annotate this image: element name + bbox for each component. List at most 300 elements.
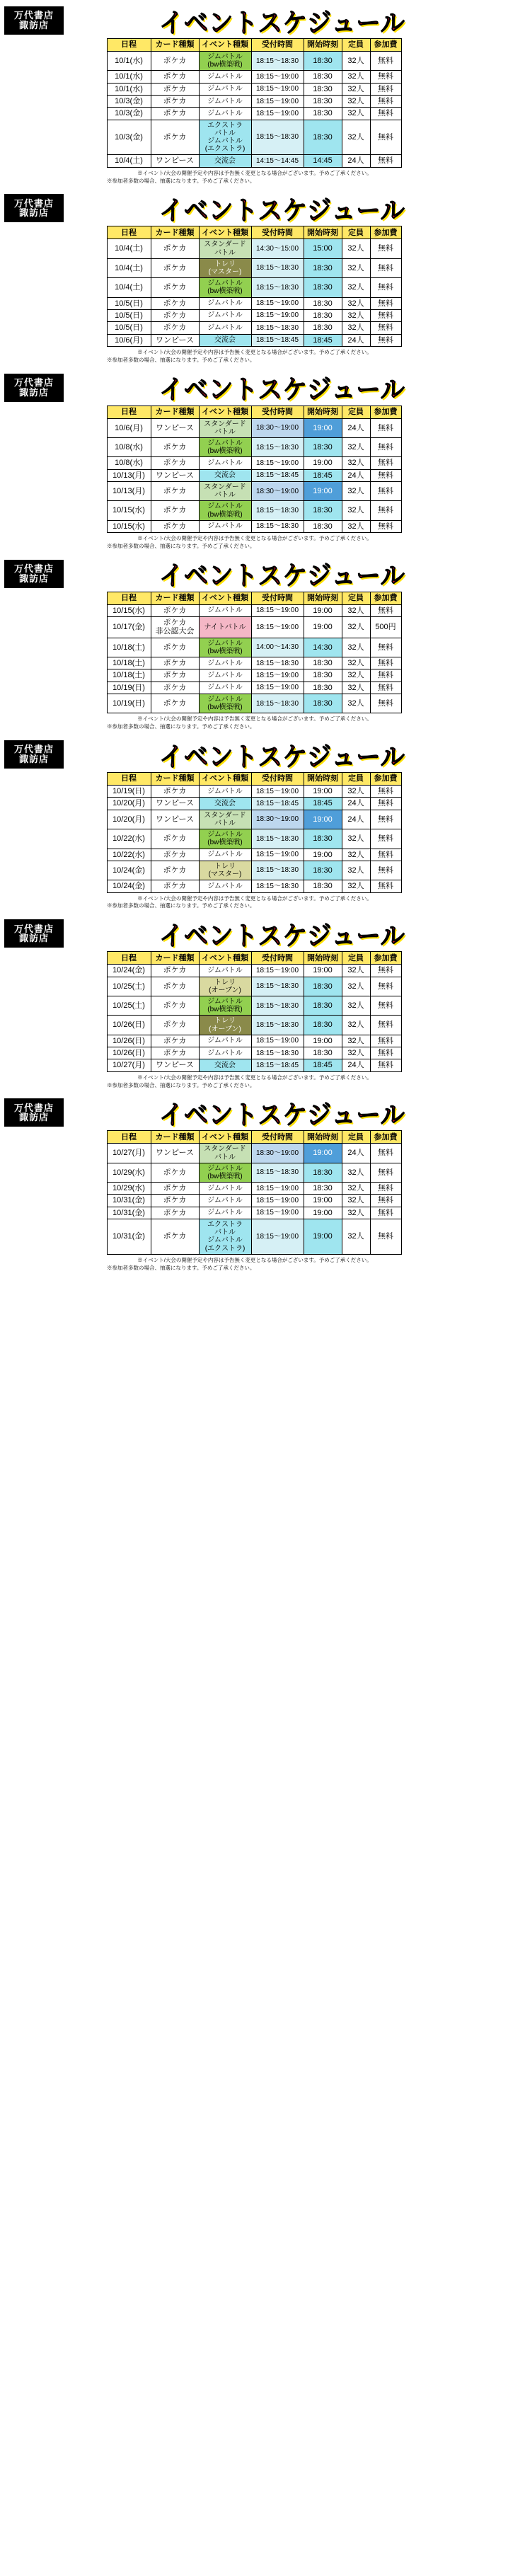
cell-date: 10/5(日)	[107, 297, 151, 309]
cell-reception-time: 18:15～18:30	[251, 501, 304, 520]
cell-date: 10/15(水)	[107, 501, 151, 520]
column-header: 日程	[107, 592, 151, 604]
column-header: 開始時刻	[304, 952, 342, 965]
table-row	[107, 880, 401, 892]
cell-fee: 無料	[370, 418, 401, 437]
cell-event-type: ジムバトル (bw横築戦)	[199, 1163, 251, 1182]
cell-fee: 無料	[370, 829, 401, 849]
cell-card-type: ポケカ	[151, 1016, 199, 1035]
table-row	[107, 309, 401, 321]
cell-event-type: ジムバトル (bw横築戦)	[199, 437, 251, 456]
cell-capacity: 32人	[342, 52, 370, 71]
cell-card-type: ポケカ	[151, 258, 199, 277]
cell-reception-time: 18:15～18:30	[251, 120, 304, 155]
store-logo	[4, 919, 64, 948]
cell-card-type: ポケカ	[151, 501, 199, 520]
cell-card-type: ポケカ	[151, 239, 199, 258]
column-header: カード種類	[151, 226, 199, 239]
column-header: 定員	[342, 226, 370, 239]
cell-start-time: 15:00	[304, 239, 342, 258]
cell-reception-time: 18:15～19:00	[251, 682, 304, 694]
cell-start-time: 18:30	[304, 694, 342, 713]
store-name-line2: 諏訪店	[18, 20, 49, 30]
table-row	[107, 657, 401, 669]
cell-fee: 無料	[370, 849, 401, 861]
block-header	[0, 917, 508, 950]
cell-card-type: ポケカ	[151, 278, 199, 297]
cell-event-type: ジムバトル	[199, 1207, 251, 1219]
schedule-table	[107, 592, 402, 714]
cell-event-type: エクストラ バトル ジムバトル (エクストラ)	[199, 120, 251, 155]
table-row	[107, 810, 401, 829]
schedule-blocks	[0, 0, 508, 1275]
table-row	[107, 1047, 401, 1059]
cell-capacity: 32人	[342, 108, 370, 120]
cell-date: 10/18(土)	[107, 657, 151, 669]
cell-start-time: 18:30	[304, 682, 342, 694]
cell-reception-time: 18:15～19:00	[251, 604, 304, 616]
cell-fee: 無料	[370, 52, 401, 71]
store-name-line1: 万代書店	[13, 744, 54, 755]
cell-date: 10/13(月)	[107, 481, 151, 500]
note-change: ※イベント/大会の開催予定や内容は予告無く変更となる場合がございます。予めご了承ください。	[137, 348, 372, 355]
cell-date: 10/5(日)	[107, 322, 151, 334]
cell-card-type: ポケカ	[151, 965, 199, 977]
table-header-row	[107, 952, 401, 965]
cell-reception-time: 18:15～19:00	[251, 1207, 304, 1219]
table-row	[107, 786, 401, 798]
cell-event-type: 交流会	[199, 334, 251, 346]
cell-fee: 無料	[370, 1016, 401, 1035]
cell-start-time: 19:00	[304, 810, 342, 829]
schedule-table	[107, 38, 402, 168]
column-header: 日程	[107, 406, 151, 418]
cell-fee: 無料	[370, 682, 401, 694]
column-header: 参加費	[370, 39, 401, 52]
schedule-table	[107, 772, 402, 892]
notes	[105, 1257, 403, 1272]
cell-capacity: 24人	[342, 1144, 370, 1163]
cell-card-type: ポケカ	[151, 1207, 199, 1219]
column-header: 参加費	[370, 226, 401, 239]
cell-start-time: 18:45	[304, 334, 342, 346]
cell-card-type: ワンピース	[151, 155, 199, 167]
cell-start-time: 19:00	[304, 604, 342, 616]
store-name-line2: 諏訪店	[18, 573, 49, 584]
table-row	[107, 1219, 401, 1255]
cell-card-type: ポケカ	[151, 682, 199, 694]
table-row	[107, 617, 401, 638]
column-header: カード種類	[151, 406, 199, 418]
cell-reception-time: 18:15～19:00	[251, 71, 304, 83]
cell-fee: 無料	[370, 965, 401, 977]
cell-card-type: ポケカ	[151, 657, 199, 669]
note-change: ※イベント/大会の開催予定や内容は予告無く変更となる場合がございます。予めご了承ください。	[137, 715, 372, 723]
cell-fee: 無料	[370, 604, 401, 616]
title-wrap	[64, 916, 508, 951]
cell-start-time: 19:00	[304, 1144, 342, 1163]
page-title: イベントスケジュール	[159, 1100, 405, 1131]
cell-capacity: 32人	[342, 849, 370, 861]
cell-fee: 無料	[370, 297, 401, 309]
cell-fee: 無料	[370, 786, 401, 798]
cell-card-type: ポケカ	[151, 996, 199, 1015]
column-header: 参加費	[370, 773, 401, 786]
cell-fee: 無料	[370, 322, 401, 334]
table-header-row	[107, 1131, 401, 1144]
column-header: 日程	[107, 39, 151, 52]
store-name-line1: 万代書店	[13, 197, 54, 209]
store-logo	[4, 560, 64, 588]
cell-event-type: ジムバトル	[199, 1195, 251, 1207]
notes	[105, 349, 403, 364]
cell-start-time: 18:30	[304, 297, 342, 309]
cell-event-type: 交流会	[199, 798, 251, 810]
table-row	[107, 694, 401, 713]
cell-fee: 無料	[370, 1047, 401, 1059]
cell-fee: 無料	[370, 977, 401, 996]
column-header: 開始時刻	[304, 39, 342, 52]
cell-date: 10/24(金)	[107, 861, 151, 880]
cell-capacity: 32人	[342, 309, 370, 321]
note-change: ※イベント/大会の開催予定や内容は予告無く変更となる場合がございます。予めご了承ください。	[137, 1256, 372, 1263]
cell-capacity: 32人	[342, 322, 370, 334]
cell-reception-time: 18:15～18:30	[251, 694, 304, 713]
cell-date: 10/6(月)	[107, 418, 151, 437]
cell-event-type: ジムバトル	[199, 669, 251, 682]
column-header: 定員	[342, 1131, 370, 1144]
cell-capacity: 32人	[342, 278, 370, 297]
cell-capacity: 32人	[342, 880, 370, 892]
cell-fee: 無料	[370, 1163, 401, 1182]
cell-fee: 無料	[370, 520, 401, 532]
column-header: 参加費	[370, 592, 401, 604]
cell-date: 10/1(水)	[107, 83, 151, 95]
cell-event-type: トレリ (オープン)	[199, 1016, 251, 1035]
cell-capacity: 32人	[342, 669, 370, 682]
cell-card-type: ポケカ	[151, 457, 199, 469]
cell-date: 10/4(土)	[107, 239, 151, 258]
table-row	[107, 469, 401, 481]
page-title: イベントスケジュール	[159, 374, 405, 406]
cell-capacity: 24人	[342, 418, 370, 437]
table-header-row	[107, 226, 401, 239]
cell-event-type: ジムバトル	[199, 96, 251, 108]
cell-reception-time: 18:15～19:00	[251, 1219, 304, 1255]
cell-capacity: 32人	[342, 604, 370, 616]
table-header-row	[107, 592, 401, 604]
note-lottery: ※参加者多数の場合、抽選になります。予めご了承ください。	[107, 1081, 255, 1088]
column-header: 受付時間	[251, 226, 304, 239]
table-row	[107, 334, 401, 346]
column-header: 受付時間	[251, 1131, 304, 1144]
cell-capacity: 32人	[342, 1219, 370, 1255]
cell-card-type: ポケカ	[151, 520, 199, 532]
cell-date: 10/1(水)	[107, 52, 151, 71]
note-change: ※イベント/大会の開催予定や内容は予告無く変更となる場合がございます。予めご了承ください。	[137, 895, 372, 902]
column-header: イベント種類	[199, 592, 251, 604]
cell-capacity: 32人	[342, 638, 370, 657]
cell-capacity: 32人	[342, 437, 370, 456]
cell-capacity: 32人	[342, 977, 370, 996]
cell-start-time: 18:30	[304, 1183, 342, 1195]
cell-event-type: ジムバトル	[199, 322, 251, 334]
table-row	[107, 239, 401, 258]
cell-card-type: ポケカ	[151, 481, 199, 500]
table-row	[107, 278, 401, 297]
cell-reception-time: 18:15～19:00	[251, 457, 304, 469]
cell-fee: 無料	[370, 108, 401, 120]
store-name-line2: 諏訪店	[18, 1112, 49, 1123]
cell-card-type: ワンピース	[151, 798, 199, 810]
title-wrap	[64, 556, 508, 591]
cell-date: 10/26(日)	[107, 1016, 151, 1035]
page-title: イベントスケジュール	[159, 8, 405, 39]
cell-capacity: 24人	[342, 810, 370, 829]
cell-capacity: 24人	[342, 1059, 370, 1071]
cell-event-type: ジムバトル (bw横築戦)	[199, 694, 251, 713]
store-name-line2: 諏訪店	[18, 386, 49, 398]
title-wrap	[64, 737, 508, 772]
cell-start-time: 18:30	[304, 880, 342, 892]
note-change: ※イベント/大会の開催予定や内容は予告無く変更となる場合がございます。予めご了承ください。	[137, 1074, 372, 1081]
table-header-row	[107, 773, 401, 786]
cell-start-time: 18:30	[304, 322, 342, 334]
cell-date: 10/27(月)	[107, 1059, 151, 1071]
cell-date: 10/24(金)	[107, 880, 151, 892]
column-header: 定員	[342, 406, 370, 418]
cell-start-time: 19:00	[304, 965, 342, 977]
cell-reception-time: 18:30～19:00	[251, 481, 304, 500]
cell-reception-time: 18:15～19:00	[251, 1183, 304, 1195]
cell-card-type: ポケカ	[151, 1195, 199, 1207]
cell-reception-time: 18:15～18:30	[251, 258, 304, 277]
store-logo	[4, 1098, 64, 1127]
cell-start-time: 18:45	[304, 1059, 342, 1071]
cell-event-type: ジムバトル	[199, 1183, 251, 1195]
cell-date: 10/29(水)	[107, 1183, 151, 1195]
cell-date: 10/31(金)	[107, 1219, 151, 1255]
cell-start-time: 18:45	[304, 469, 342, 481]
cell-card-type: ポケカ	[151, 1047, 199, 1059]
table-row	[107, 96, 401, 108]
cell-event-type: スタンダード バトル	[199, 418, 251, 437]
cell-reception-time: 14:30～15:00	[251, 239, 304, 258]
column-header: カード種類	[151, 773, 199, 786]
cell-reception-time: 18:15～18:30	[251, 1047, 304, 1059]
cell-card-type: ポケカ	[151, 297, 199, 309]
cell-start-time: 18:30	[304, 996, 342, 1015]
table-row	[107, 120, 401, 155]
cell-card-type: ポケカ	[151, 437, 199, 456]
cell-date: 10/19(日)	[107, 682, 151, 694]
cell-fee: 無料	[370, 1207, 401, 1219]
cell-capacity: 32人	[342, 501, 370, 520]
store-name-line2: 諏訪店	[18, 933, 49, 944]
cell-card-type: ポケカ	[151, 322, 199, 334]
cell-reception-time: 18:15～19:00	[251, 965, 304, 977]
table-row	[107, 669, 401, 682]
cell-event-type: 交流会	[199, 1059, 251, 1071]
store-name-line2: 諏訪店	[18, 207, 49, 219]
schedule-block	[0, 553, 508, 734]
cell-date: 10/4(土)	[107, 278, 151, 297]
note-change: ※イベント/大会の開催予定や内容は予告無く変更となる場合がございます。予めご了承ください。	[137, 535, 372, 541]
cell-start-time: 18:30	[304, 278, 342, 297]
column-header: 定員	[342, 773, 370, 786]
cell-capacity: 32人	[342, 1016, 370, 1035]
cell-reception-time: 18:15～18:30	[251, 1163, 304, 1182]
column-header: 開始時刻	[304, 773, 342, 786]
cell-card-type: ワンピース	[151, 1059, 199, 1071]
column-header: カード種類	[151, 39, 199, 52]
cell-event-type: ジムバトル	[199, 786, 251, 798]
table-row	[107, 861, 401, 880]
column-header: 開始時刻	[304, 1131, 342, 1144]
table-row	[107, 682, 401, 694]
table-row	[107, 829, 401, 849]
cell-reception-time: 18:15～18:45	[251, 334, 304, 346]
cell-start-time: 19:00	[304, 418, 342, 437]
table-row	[107, 798, 401, 810]
cell-date: 10/17(金)	[107, 617, 151, 638]
note-lottery: ※参加者多数の場合、抽選になります。予めご了承ください。	[107, 542, 255, 549]
cell-start-time: 19:00	[304, 1035, 342, 1047]
cell-date: 10/24(金)	[107, 965, 151, 977]
cell-event-type: トレリ (オープン)	[199, 977, 251, 996]
column-header: イベント種類	[199, 226, 251, 239]
cell-reception-time: 18:15～18:30	[251, 1016, 304, 1035]
cell-start-time: 19:00	[304, 1207, 342, 1219]
title-wrap	[64, 370, 508, 405]
cell-date: 10/31(金)	[107, 1207, 151, 1219]
cell-reception-time: 18:15～18:30	[251, 278, 304, 297]
cell-start-time: 18:30	[304, 977, 342, 996]
cell-capacity: 32人	[342, 457, 370, 469]
cell-fee: 無料	[370, 880, 401, 892]
cell-fee: 無料	[370, 501, 401, 520]
cell-reception-time: 18:15～19:00	[251, 617, 304, 638]
column-header: 参加費	[370, 1131, 401, 1144]
cell-card-type: ワンピース	[151, 1144, 199, 1163]
note-change: ※イベント/大会の開催予定や内容は予告無く変更となる場合がございます。予めご了承ください。	[137, 169, 372, 176]
cell-fee: 無料	[370, 155, 401, 167]
schedule-table	[107, 406, 402, 533]
table-row	[107, 481, 401, 500]
cell-event-type: ジムバトル	[199, 849, 251, 861]
cell-fee: 無料	[370, 1144, 401, 1163]
cell-fee: 無料	[370, 1035, 401, 1047]
cell-event-type: スタンダード バトル	[199, 481, 251, 500]
cell-reception-time: 18:15～18:30	[251, 520, 304, 532]
column-header: 定員	[342, 592, 370, 604]
column-header: 日程	[107, 952, 151, 965]
cell-event-type: エクストラ バトル ジムバトル (エクストラ)	[199, 1219, 251, 1255]
note-lottery: ※参加者多数の場合、抽選になります。予めご了承ください。	[107, 1264, 255, 1271]
cell-date: 10/19(日)	[107, 694, 151, 713]
cell-event-type: トレリ (マスター)	[199, 258, 251, 277]
cell-reception-time: 18:15～18:30	[251, 996, 304, 1015]
table-row	[107, 1195, 401, 1207]
column-header: 受付時間	[251, 406, 304, 418]
column-header: 参加費	[370, 406, 401, 418]
cell-event-type: ジムバトル	[199, 682, 251, 694]
cell-fee: 無料	[370, 996, 401, 1015]
cell-card-type: ポケカ	[151, 669, 199, 682]
cell-start-time: 18:30	[304, 669, 342, 682]
cell-start-time: 18:30	[304, 83, 342, 95]
cell-start-time: 19:00	[304, 849, 342, 861]
cell-capacity: 32人	[342, 1207, 370, 1219]
column-header: イベント種類	[199, 952, 251, 965]
cell-start-time: 18:30	[304, 108, 342, 120]
table-row	[107, 258, 401, 277]
cell-event-type: 交流会	[199, 469, 251, 481]
schedule-block	[0, 1092, 508, 1275]
note-lottery: ※参加者多数の場合、抽選になります。予めご了承ください。	[107, 356, 255, 363]
cell-fee: 無料	[370, 83, 401, 95]
store-name-line1: 万代書店	[13, 563, 54, 575]
cell-fee: 無料	[370, 1059, 401, 1071]
cell-start-time: 14:30	[304, 638, 342, 657]
cell-card-type: ポケカ	[151, 829, 199, 849]
table-row	[107, 638, 401, 657]
cell-fee: 無料	[370, 810, 401, 829]
cell-fee: 無料	[370, 239, 401, 258]
cell-capacity: 32人	[342, 1047, 370, 1059]
table-row	[107, 155, 401, 167]
store-logo	[4, 6, 64, 35]
cell-reception-time: 18:15～19:00	[251, 96, 304, 108]
schedule-block	[0, 367, 508, 553]
store-logo	[4, 194, 64, 222]
column-header: 受付時間	[251, 592, 304, 604]
cell-start-time: 18:30	[304, 96, 342, 108]
block-header	[0, 1096, 508, 1129]
cell-date: 10/26(日)	[107, 1035, 151, 1047]
cell-fee: 無料	[370, 96, 401, 108]
cell-fee: 無料	[370, 657, 401, 669]
cell-capacity: 32人	[342, 996, 370, 1015]
page-title: イベントスケジュール	[159, 560, 405, 592]
cell-fee: 無料	[370, 120, 401, 155]
cell-reception-time: 18:15～18:30	[251, 52, 304, 71]
note-lottery: ※参加者多数の場合、抽選になります。予めご了承ください。	[107, 177, 255, 184]
cell-date: 10/3(金)	[107, 120, 151, 155]
table-header-row	[107, 39, 401, 52]
note-lottery: ※参加者多数の場合、抽選になります。予めご了承ください。	[107, 902, 255, 909]
column-header: イベント種類	[199, 773, 251, 786]
cell-card-type: ポケカ	[151, 786, 199, 798]
cell-date: 10/15(水)	[107, 604, 151, 616]
column-header: 受付時間	[251, 39, 304, 52]
cell-card-type: ワンピース	[151, 334, 199, 346]
cell-capacity: 32人	[342, 786, 370, 798]
cell-fee: 無料	[370, 309, 401, 321]
cell-start-time: 19:00	[304, 1219, 342, 1255]
cell-capacity: 32人	[342, 861, 370, 880]
cell-reception-time: 18:30～19:00	[251, 810, 304, 829]
table-row	[107, 1035, 401, 1047]
store-logo	[4, 740, 64, 769]
table-row	[107, 1059, 401, 1071]
cell-card-type: ポケカ	[151, 694, 199, 713]
page-title: イベントスケジュール	[159, 742, 405, 773]
table-row	[107, 52, 401, 71]
store-name-line1: 万代書店	[13, 10, 54, 21]
notes	[105, 1074, 403, 1090]
cell-fee: 無料	[370, 798, 401, 810]
